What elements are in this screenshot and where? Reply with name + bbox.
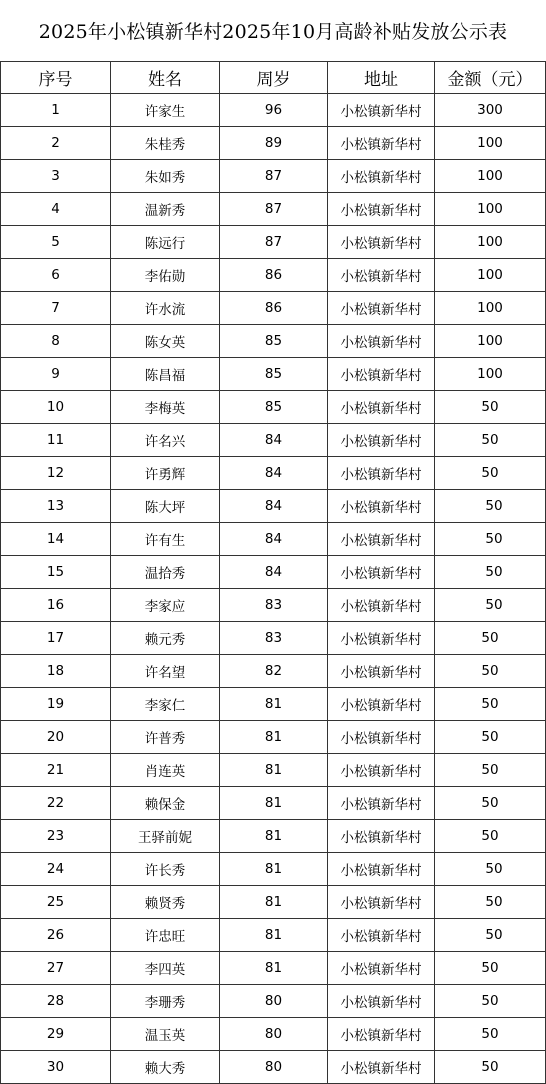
header-amount: 金额（元）	[435, 62, 546, 94]
cell-no: 29	[1, 1018, 111, 1051]
cell-name: 王驿前妮	[111, 820, 220, 853]
cell-amount: 100	[435, 292, 546, 325]
cell-age: 84	[220, 490, 328, 523]
cell-no: 8	[1, 325, 111, 358]
table-row	[1, 589, 546, 622]
cell-name: 赖大秀	[111, 1051, 220, 1084]
cell-no: 22	[1, 787, 111, 820]
cell-age: 87	[220, 160, 328, 193]
table-row	[1, 655, 546, 688]
cell-amount: 50	[435, 985, 546, 1018]
cell-address: 小松镇新华村	[328, 952, 435, 985]
cell-no: 12	[1, 457, 111, 490]
cell-name: 陈昌福	[111, 358, 220, 391]
cell-amount: 50	[435, 556, 546, 589]
cell-name: 朱如秀	[111, 160, 220, 193]
cell-no: 10	[1, 391, 111, 424]
cell-age: 81	[220, 754, 328, 787]
cell-name: 温玉英	[111, 1018, 220, 1051]
cell-amount: 50	[435, 391, 546, 424]
cell-amount: 300	[435, 94, 546, 127]
cell-address: 小松镇新华村	[328, 325, 435, 358]
cell-age: 85	[220, 391, 328, 424]
cell-no: 28	[1, 985, 111, 1018]
cell-address: 小松镇新华村	[328, 820, 435, 853]
cell-address: 小松镇新华村	[328, 523, 435, 556]
cell-address: 小松镇新华村	[328, 688, 435, 721]
cell-name: 朱桂秀	[111, 127, 220, 160]
table-row	[1, 919, 546, 952]
table-row	[1, 292, 546, 325]
cell-age: 80	[220, 1051, 328, 1084]
cell-name: 许家生	[111, 94, 220, 127]
cell-name: 温拾秀	[111, 556, 220, 589]
cell-age: 85	[220, 358, 328, 391]
cell-amount: 50	[435, 919, 546, 952]
cell-amount: 100	[435, 259, 546, 292]
cell-age: 84	[220, 457, 328, 490]
cell-no: 17	[1, 622, 111, 655]
page-title: 2025年小松镇新华村2025年10月高龄补贴发放公示表	[38, 21, 508, 43]
cell-no: 1	[1, 94, 111, 127]
cell-name: 温新秀	[111, 193, 220, 226]
cell-no: 18	[1, 655, 111, 688]
table-row	[1, 259, 546, 292]
cell-name: 陈女英	[111, 325, 220, 358]
table-row	[1, 1051, 546, 1084]
cell-amount: 50	[435, 754, 546, 787]
cell-no: 6	[1, 259, 111, 292]
cell-age: 89	[220, 127, 328, 160]
cell-amount: 100	[435, 226, 546, 259]
cell-address: 小松镇新华村	[328, 1018, 435, 1051]
table-row	[1, 325, 546, 358]
cell-address: 小松镇新华村	[328, 886, 435, 919]
cell-address: 小松镇新华村	[328, 94, 435, 127]
cell-name: 许忠旺	[111, 919, 220, 952]
cell-age: 84	[220, 556, 328, 589]
cell-no: 2	[1, 127, 111, 160]
cell-amount: 50	[435, 886, 546, 919]
cell-amount: 100	[435, 325, 546, 358]
cell-name: 许普秀	[111, 721, 220, 754]
cell-age: 83	[220, 589, 328, 622]
cell-name: 许勇辉	[111, 457, 220, 490]
cell-address: 小松镇新华村	[328, 160, 435, 193]
cell-no: 9	[1, 358, 111, 391]
cell-name: 李家仁	[111, 688, 220, 721]
cell-address: 小松镇新华村	[328, 655, 435, 688]
cell-address: 小松镇新华村	[328, 754, 435, 787]
cell-amount: 50	[435, 820, 546, 853]
table-header-row	[1, 62, 546, 94]
cell-address: 小松镇新华村	[328, 787, 435, 820]
cell-name: 李家应	[111, 589, 220, 622]
cell-amount: 100	[435, 160, 546, 193]
cell-amount: 50	[435, 589, 546, 622]
cell-age: 81	[220, 919, 328, 952]
cell-no: 30	[1, 1051, 111, 1084]
cell-address: 小松镇新华村	[328, 985, 435, 1018]
table-row	[1, 754, 546, 787]
cell-address: 小松镇新华村	[328, 358, 435, 391]
cell-address: 小松镇新华村	[328, 853, 435, 886]
cell-amount: 50	[435, 1051, 546, 1084]
cell-name: 陈远行	[111, 226, 220, 259]
cell-name: 赖保金	[111, 787, 220, 820]
cell-amount: 50	[435, 787, 546, 820]
cell-age: 87	[220, 226, 328, 259]
cell-address: 小松镇新华村	[328, 259, 435, 292]
table-row	[1, 985, 546, 1018]
header-no: 序号	[1, 62, 111, 94]
cell-name: 许有生	[111, 523, 220, 556]
header-address: 地址	[328, 62, 435, 94]
cell-address: 小松镇新华村	[328, 226, 435, 259]
cell-amount: 50	[435, 853, 546, 886]
cell-age: 81	[220, 886, 328, 919]
cell-age: 81	[220, 820, 328, 853]
table-row	[1, 523, 546, 556]
table-row	[1, 457, 546, 490]
cell-name: 李四英	[111, 952, 220, 985]
cell-age: 84	[220, 523, 328, 556]
cell-name: 肖连英	[111, 754, 220, 787]
cell-address: 小松镇新华村	[328, 292, 435, 325]
cell-no: 7	[1, 292, 111, 325]
cell-no: 5	[1, 226, 111, 259]
cell-name: 陈大坪	[111, 490, 220, 523]
cell-name: 许名兴	[111, 424, 220, 457]
cell-name: 李珊秀	[111, 985, 220, 1018]
cell-address: 小松镇新华村	[328, 919, 435, 952]
header-name: 姓名	[111, 62, 220, 94]
table-row	[1, 853, 546, 886]
cell-age: 83	[220, 622, 328, 655]
cell-name: 许名望	[111, 655, 220, 688]
cell-address: 小松镇新华村	[328, 1051, 435, 1084]
cell-name: 李佑勋	[111, 259, 220, 292]
cell-no: 20	[1, 721, 111, 754]
cell-amount: 50	[435, 952, 546, 985]
cell-no: 16	[1, 589, 111, 622]
cell-amount: 50	[435, 457, 546, 490]
cell-age: 84	[220, 424, 328, 457]
cell-no: 3	[1, 160, 111, 193]
cell-no: 14	[1, 523, 111, 556]
cell-address: 小松镇新华村	[328, 721, 435, 754]
cell-age: 85	[220, 325, 328, 358]
cell-name: 许长秀	[111, 853, 220, 886]
table-row	[1, 424, 546, 457]
table-row	[1, 721, 546, 754]
table-row	[1, 193, 546, 226]
cell-amount: 50	[435, 1018, 546, 1051]
table-row	[1, 820, 546, 853]
cell-no: 24	[1, 853, 111, 886]
cell-name: 赖元秀	[111, 622, 220, 655]
cell-age: 86	[220, 259, 328, 292]
cell-age: 81	[220, 688, 328, 721]
cell-age: 87	[220, 193, 328, 226]
cell-address: 小松镇新华村	[328, 589, 435, 622]
table-row	[1, 787, 546, 820]
cell-amount: 50	[435, 622, 546, 655]
cell-no: 15	[1, 556, 111, 589]
cell-address: 小松镇新华村	[328, 556, 435, 589]
cell-age: 82	[220, 655, 328, 688]
cell-amount: 50	[435, 688, 546, 721]
table-row	[1, 622, 546, 655]
table-row	[1, 160, 546, 193]
table-row	[1, 94, 546, 127]
cell-age: 80	[220, 985, 328, 1018]
table-row	[1, 358, 546, 391]
cell-age: 96	[220, 94, 328, 127]
cell-name: 许水流	[111, 292, 220, 325]
cell-amount: 50	[435, 523, 546, 556]
cell-age: 81	[220, 952, 328, 985]
cell-age: 81	[220, 787, 328, 820]
cell-address: 小松镇新华村	[328, 391, 435, 424]
table-row	[1, 226, 546, 259]
table-row	[1, 1018, 546, 1051]
cell-address: 小松镇新华村	[328, 457, 435, 490]
cell-amount: 50	[435, 424, 546, 457]
cell-amount: 100	[435, 358, 546, 391]
cell-address: 小松镇新华村	[328, 622, 435, 655]
cell-age: 86	[220, 292, 328, 325]
cell-age: 81	[220, 721, 328, 754]
cell-no: 21	[1, 754, 111, 787]
cell-amount: 50	[435, 721, 546, 754]
cell-name: 赖贤秀	[111, 886, 220, 919]
cell-age: 80	[220, 1018, 328, 1051]
cell-address: 小松镇新华村	[328, 490, 435, 523]
table-row	[1, 391, 546, 424]
cell-amount: 100	[435, 127, 546, 160]
cell-no: 11	[1, 424, 111, 457]
cell-no: 26	[1, 919, 111, 952]
cell-no: 23	[1, 820, 111, 853]
table-row	[1, 952, 546, 985]
table-row	[1, 886, 546, 919]
cell-address: 小松镇新华村	[328, 127, 435, 160]
cell-amount: 50	[435, 490, 546, 523]
table-row	[1, 127, 546, 160]
cell-age: 81	[220, 853, 328, 886]
cell-no: 4	[1, 193, 111, 226]
cell-no: 27	[1, 952, 111, 985]
cell-no: 13	[1, 490, 111, 523]
cell-address: 小松镇新华村	[328, 193, 435, 226]
cell-no: 25	[1, 886, 111, 919]
table-row	[1, 490, 546, 523]
table-body	[1, 94, 546, 1084]
cell-amount: 100	[435, 193, 546, 226]
header-age: 周岁	[220, 62, 328, 94]
subsidy-table	[0, 61, 546, 1084]
cell-name: 李梅英	[111, 391, 220, 424]
cell-address: 小松镇新华村	[328, 424, 435, 457]
table-row	[1, 688, 546, 721]
table-row	[1, 556, 546, 589]
cell-amount: 50	[435, 655, 546, 688]
cell-no: 19	[1, 688, 111, 721]
